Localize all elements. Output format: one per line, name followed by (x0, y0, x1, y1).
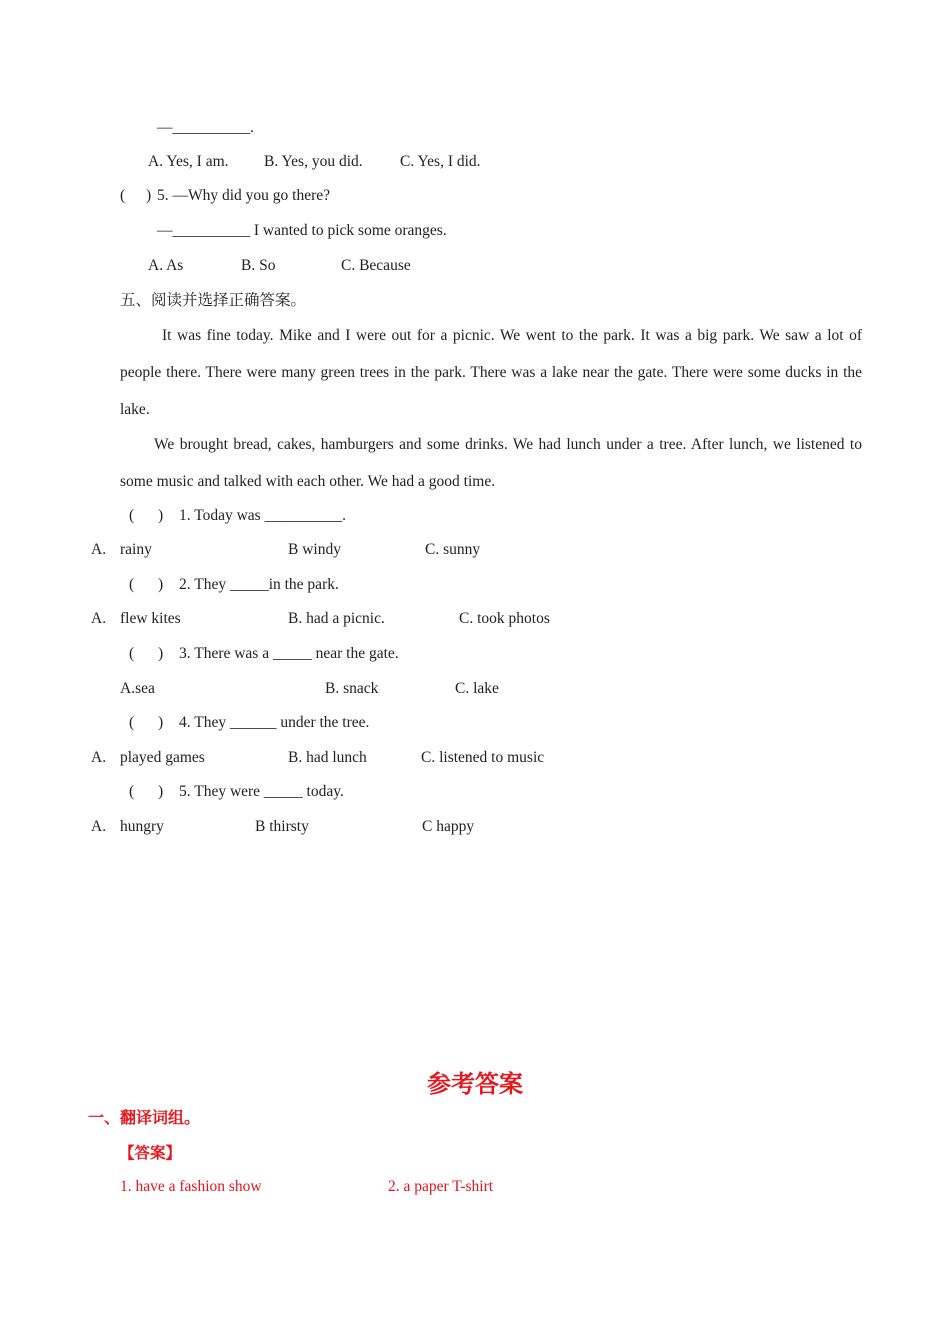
rq1-option-a: rainy (120, 541, 152, 558)
reading-paragraph-1: It was fine today. Mike and I were out for a picnic. We went to the park. It was a big park. We saw a lot of people there. There were many green trees in the park. There was a lake near the gate. There were some ducks in the lake. (120, 327, 862, 418)
q5-option-b: B. So (241, 257, 276, 274)
rq5-question: 5. They were _____ today. (179, 783, 344, 800)
rq1-option-a-label: A. (91, 541, 107, 558)
q5-question: 5. —Why did you go there? (157, 187, 331, 204)
rq2-option-b: B. had a picnic. (288, 610, 385, 627)
rq1-option-c: C. sunny (425, 541, 481, 558)
rq1-paren-close: ) (158, 507, 164, 524)
q5-paren-open: ( (120, 187, 126, 204)
rq5-option-c: C happy (422, 818, 475, 835)
rq3-option-b: B. snack (325, 680, 379, 697)
rq4-option-a-label: A. (91, 749, 107, 766)
rq4-paren-open: ( (129, 714, 135, 731)
rq5-option-b: B thirsty (255, 818, 309, 835)
q4-option-a: A. Yes, I am. (148, 153, 229, 170)
rq1-option-b: B windy (288, 541, 341, 558)
reading-paragraph-2: We brought bread, cakes, hamburgers and some drinks. We had lunch under a tree. After lunch, we listened to some music and talked with each other. We had a good time. (120, 436, 862, 490)
rq1-paren-open: ( (129, 507, 135, 524)
rq4-option-b: B. had lunch (288, 749, 367, 766)
answer-tag: 【答案】 (119, 1144, 182, 1162)
rq3-question: 3. There was a _____ near the gate. (179, 645, 399, 662)
q5-answer-line: —__________ I wanted to pick some oranges. (157, 222, 447, 239)
q4-option-c: C. Yes, I did. (400, 153, 481, 170)
rq3-paren-open: ( (129, 645, 135, 662)
rq2-option-a-label: A. (91, 610, 107, 627)
rq4-paren-close: ) (158, 714, 164, 731)
rq4-option-c: C. listened to music (421, 749, 545, 766)
answer-section1-heading: 一、翻译词组。 (88, 1108, 201, 1127)
answer-item-2: 2. a paper T-shirt (388, 1178, 494, 1195)
rq3-option-a: A.sea (120, 680, 155, 697)
rq5-option-a: hungry (120, 818, 164, 835)
q5-option-c: C. Because (341, 257, 411, 274)
q4-option-b: B. Yes, you did. (264, 153, 363, 170)
answer-key-title: 参考答案 (427, 1070, 523, 1098)
rq2-paren-close: ) (158, 576, 164, 593)
rq2-option-c: C. took photos (459, 610, 550, 627)
rq3-option-c: C. lake (455, 680, 499, 697)
q5-paren-close: ) (146, 187, 152, 204)
section5-heading: 五、阅读并选择正确答案。 (120, 291, 307, 309)
rq2-question: 2. They _____in the park. (179, 576, 339, 593)
rq1-question: 1. Today was __________. (179, 507, 346, 524)
rq2-paren-open: ( (129, 576, 135, 593)
rq2-option-a: flew kites (120, 610, 181, 627)
rq5-paren-open: ( (129, 783, 135, 800)
answer-item-1: 1. have a fashion show (120, 1178, 262, 1195)
rq5-option-a-label: A. (91, 818, 107, 835)
rq4-question: 4. They ______ under the tree. (179, 714, 370, 731)
q4-answer-line: —__________. (157, 119, 254, 136)
rq4-option-a: played games (120, 749, 205, 766)
rq5-paren-close: ) (158, 783, 164, 800)
q5-option-a: A. As (148, 257, 184, 274)
rq3-paren-close: ) (158, 645, 164, 662)
